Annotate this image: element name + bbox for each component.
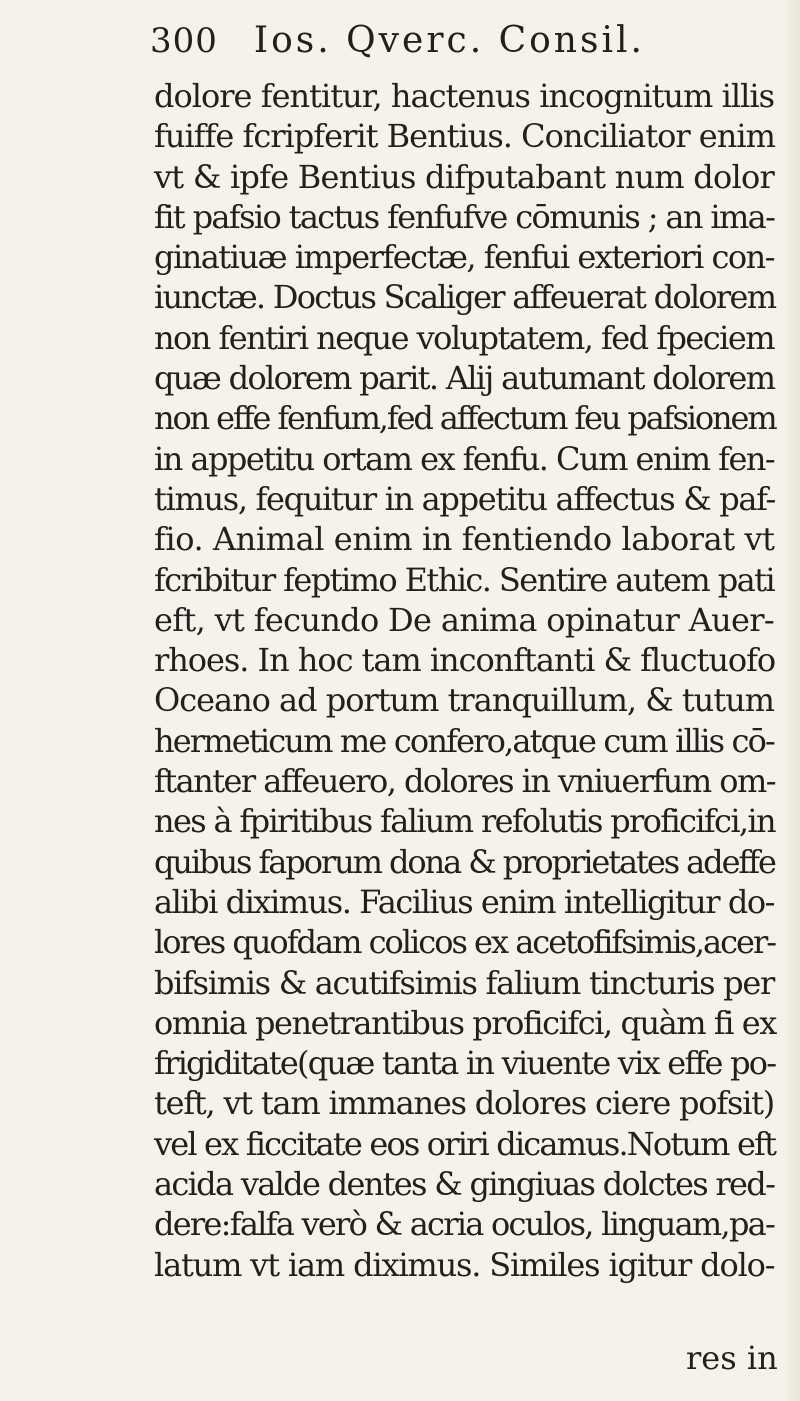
text-line: dere:falfa verò & acria oculos, linguam,pa-	[154, 1205, 775, 1244]
catchword: res in	[686, 1339, 778, 1377]
text-line: teft, vt tam immanes dolores ciere pofsit)	[154, 1084, 774, 1123]
text-line: iunctæ. Doctus Scaliger affeuerat dolorem	[154, 278, 776, 317]
text-line: vel ex ficcitate eos oriri dicamus.Notum eft	[154, 1124, 776, 1163]
text-line: quibus faporum dona & proprietates adeffe	[154, 842, 775, 881]
text-line: fuiffe fcripferit Bentius. Conciliator enim	[154, 117, 775, 156]
text-line: non fentiri neque voluptatem, fed fpeciem	[154, 318, 774, 357]
text-line: vt & ipfe Bentius difputabant num dolor	[154, 157, 774, 196]
page-edge	[786, 0, 800, 1401]
running-title: Ios. Qverc. Consil.	[253, 20, 645, 61]
body-text	[154, 76, 774, 1285]
text-line: timus, fequitur in appetitu affectus & paf-	[154, 479, 775, 518]
text-line: fio. Animal enim in fentiendo laborat vt	[154, 520, 775, 559]
text-line: eft, vt fecundo De anima opinatur Auer-	[154, 600, 774, 639]
text-line: alibi diximus. Facilius enim intelligitur do-	[154, 882, 774, 921]
text-line: dolore fentitur, hactenus incognitum illis	[154, 77, 774, 115]
text-line: lores quofdam colicos ex acetofifsimis,acer-	[154, 923, 776, 962]
text-line: fcribitur feptimo Ethic. Sentire autem pati	[154, 560, 775, 599]
text-line: ftanter affeuero, dolores in vniuerfum om-	[154, 762, 776, 801]
text-line: bifsimis & acutifsimis falium tincturis per	[154, 963, 774, 1002]
text-line: rhoes. In hoc tam inconftanti & fluctuofo	[154, 641, 776, 680]
text-line: omnia penetrantibus proficifci, quàm fi ex	[154, 1003, 776, 1042]
text-line: ginatiuæ imperfectæ, fenfui exteriori con-	[154, 238, 774, 277]
text-line: fit pafsio tactus fenfufve cōmunis ; an ima-	[154, 197, 775, 236]
text-line: Oceano ad portum tranquillum, & tutum	[154, 681, 774, 720]
page-number: 300	[150, 21, 218, 61]
text-line: in appetitu ortam ex fenfu. Cum enim fen-	[154, 439, 775, 478]
text-line: acida valde dentes & gingiuas dolctes red-	[154, 1165, 775, 1204]
text-line: non effe fenfum,fed affectum feu pafsionem	[154, 399, 776, 438]
running-header	[150, 20, 645, 70]
text-line: hermeticum me confero,atque cum illis cō-	[154, 721, 774, 760]
text-line: quæ dolorem parit. Alij autumant dolorem	[154, 359, 775, 398]
text-line: nes à fpiritibus falium refolutis proficifci,in	[154, 802, 775, 841]
text-line: frigiditate(quæ tanta in viuente vix effe po-	[154, 1044, 776, 1083]
text-line: latum vt iam diximus. Similes igitur dolo-	[154, 1245, 775, 1284]
